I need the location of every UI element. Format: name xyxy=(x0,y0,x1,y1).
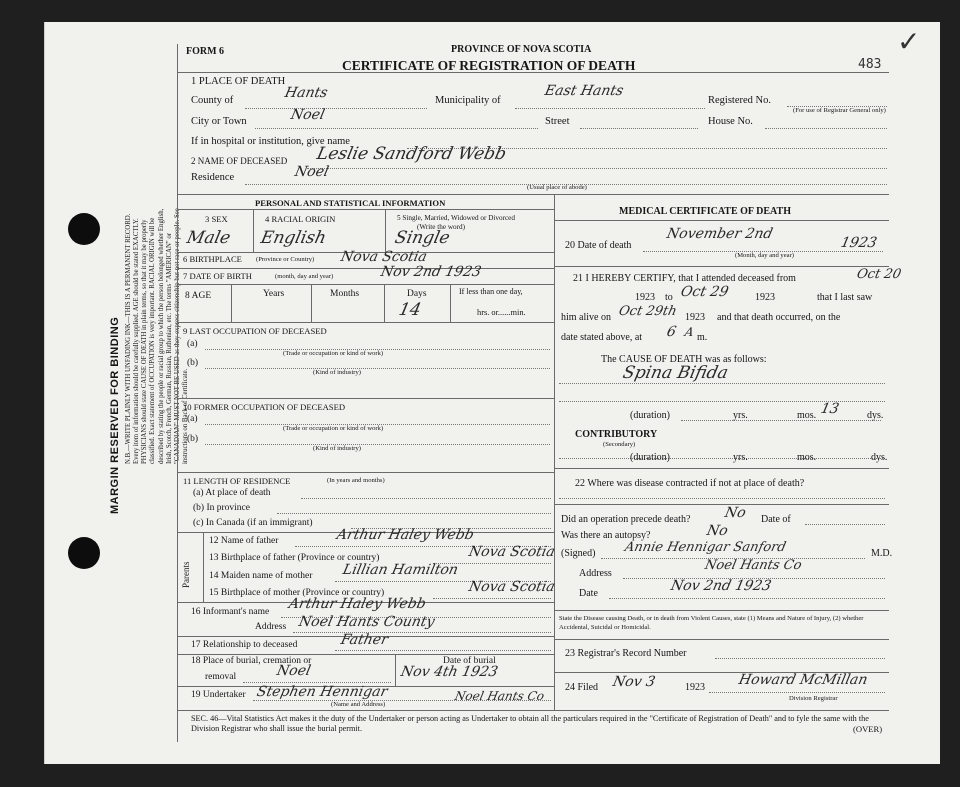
in-canada-label: (c) In Canada (if an immigrant) xyxy=(193,518,313,528)
street-label: Street xyxy=(545,116,570,127)
mother-birthplace-label: 15 Birthplace of mother (Province or country) xyxy=(209,588,385,598)
signed-value: Annie Hennigar Sanford xyxy=(623,540,788,555)
last-occupation-a-label: (a) xyxy=(187,339,198,349)
parents-divider xyxy=(203,532,204,602)
certificate-date-line xyxy=(609,598,885,599)
house-no-label: House No. xyxy=(708,116,753,127)
residence-length-heading: 11 LENGTH OF RESIDENCE xyxy=(183,476,291,486)
violent-causes-note: State the Disease causing Death, or in death from Violent Causes, state (1) Means and Nature of Injury, (2) whether Accidental, Suicidal or Homicidal. xyxy=(559,615,864,631)
city-line xyxy=(255,128,538,129)
last-occupation-trade-note: (Trade or occupation or kind of work) xyxy=(283,350,384,357)
former-occupation-b-line xyxy=(205,444,550,445)
division-registrar-signature: Howard McMillan xyxy=(737,672,870,688)
place-of-death-heading: 1 PLACE OF DEATH xyxy=(191,76,286,87)
date-of-death-value: November 2nd xyxy=(665,226,775,242)
father-birthplace-label: 13 Birthplace of father (Province or country) xyxy=(209,553,380,563)
undertaker-label: 19 Undertaker xyxy=(191,690,246,700)
operation-rule xyxy=(554,504,889,505)
to-label: to xyxy=(665,292,673,303)
relationship-line xyxy=(335,650,551,651)
header-rule xyxy=(177,72,889,73)
contracted-label: 22 Where was disease contracted if not at place of death? xyxy=(575,478,805,489)
dob-note: (month, day and year) xyxy=(275,273,334,280)
certificate-page xyxy=(44,22,940,764)
county-value: Hants xyxy=(283,85,330,101)
duration-label-2: (duration) xyxy=(630,452,670,463)
burial-date-label: Date of burial xyxy=(443,656,496,666)
footer-rule xyxy=(177,710,889,711)
undertaker-note: (Name and Address) xyxy=(331,701,386,708)
medical-heading-rule xyxy=(554,220,889,221)
date-of-death-label: 20 Date of death xyxy=(565,240,632,251)
months-label: Months xyxy=(330,289,360,299)
cause-label: The CAUSE OF DEATH was as follows: xyxy=(601,354,767,365)
alive-year: 1923 xyxy=(685,312,705,323)
residence-value: Noel xyxy=(293,164,331,180)
age-label: 8 AGE xyxy=(185,291,212,301)
duration-label-1: (duration) xyxy=(630,410,670,421)
form-left-border xyxy=(177,44,178,742)
deceased-name: Leslie Sandford Webb xyxy=(314,144,509,164)
former-occupation-rule xyxy=(177,398,554,399)
birthplace-label: 6 BIRTHPLACE xyxy=(183,254,242,264)
birthplace-value: Nova Scotia xyxy=(339,249,429,265)
days-divider xyxy=(450,284,451,322)
registration-number: 483 xyxy=(858,57,882,72)
province-title: PROVINCE OF NOVA SCOTIA xyxy=(451,44,592,55)
relationship-label: 17 Relationship to deceased xyxy=(191,640,298,650)
dob-value: Nov 2nd 1923 xyxy=(379,264,483,280)
burial-place-value: Noel xyxy=(275,663,313,679)
in-province-label: (b) In province xyxy=(193,503,250,513)
attended-to-value: Oct 29 xyxy=(679,284,730,300)
last-occupation-industry-note: (Kind of industry) xyxy=(313,369,361,376)
municipality-value: East Hants xyxy=(543,83,625,99)
personal-heading: PERSONAL AND STATISTICAL INFORMATION xyxy=(255,198,446,208)
father-birthplace-value: Nova Scotia xyxy=(467,544,557,560)
street-line xyxy=(580,128,698,129)
contributory-line xyxy=(559,458,885,459)
city-value: Noel xyxy=(289,107,327,123)
margin-instructions: N.B.—WRITE PLAINLY WITH UNFADING INK—THIS IS A PERMANENT RECORD. Every item of information should be carefully supplied. AGE should be stated EXACTLY. PHYSICIANS should state CAUSE OF DEATH in plain terms, so that it may be properly classified. Exact statement of OCCUPATION is very important. RACIAL ORIGIN will be described by stating the people or racial group to which the person belonged whether English, Irish, Scotch, French, German, Russian, Ruthenian, etc. The terms "AMERICAN" or "CANADIAN" MUST NOT BE USED as they express citizenship but not race or people. See instructions on Back of Certificate. xyxy=(125,208,190,464)
form-number: FORM 6 xyxy=(186,46,225,57)
former-occupation-b-label: (b) xyxy=(187,434,199,444)
sex-divider xyxy=(253,209,254,252)
record-number-label: 23 Registrar's Record Number xyxy=(565,648,687,659)
alive-label: him alive on xyxy=(561,312,611,323)
operation-value: No xyxy=(723,505,748,521)
binding-hole-top xyxy=(68,213,100,245)
record-number-line xyxy=(715,658,885,659)
in-province-line xyxy=(277,513,551,514)
dys-label-2: dys. xyxy=(871,452,888,463)
father-label: 12 Name of father xyxy=(209,536,279,546)
former-occupation-heading: 10 FORMER OCCUPATION OF DECEASED xyxy=(183,402,346,412)
mother-value: Lillian Hamilton xyxy=(341,562,460,578)
contributory-label: CONTRIBUTORY xyxy=(575,429,658,440)
burial-date-value: Nov 4th 1923 xyxy=(399,664,500,680)
physician-address-value: Noel Hants Co xyxy=(703,558,804,573)
medical-heading: MEDICAL CERTIFICATE OF DEATH xyxy=(619,206,791,217)
column-divider xyxy=(554,194,555,710)
hospital-label: If in hospital or institution, give name xyxy=(191,136,350,147)
certificate-date-value: Nov 2nd 1923 xyxy=(669,578,773,594)
cause-value: Spina Bifida xyxy=(620,363,730,383)
cause-line-1 xyxy=(559,383,885,384)
racial-label: 4 RACIAL ORIGIN xyxy=(265,214,336,224)
autopsy-label: Was there an autopsy? xyxy=(561,530,651,541)
former-occupation-industry-note: (Kind of industry) xyxy=(313,445,361,452)
filed-date-value: Nov 3 xyxy=(611,674,657,690)
mos-label-2: mos. xyxy=(797,452,817,463)
contracted-line-1 xyxy=(559,498,885,499)
removal-label: removal xyxy=(205,672,237,682)
municipality-label: Municipality of xyxy=(435,95,501,106)
former-occupation-trade-note: (Trade or occupation or kind of work) xyxy=(283,425,384,432)
abode-note: (Usual place of abode) xyxy=(527,184,587,191)
city-label: City or Town xyxy=(191,116,247,127)
residence-label: Residence xyxy=(191,172,235,183)
at-place-label: (a) At place of death xyxy=(193,488,271,498)
burial-divider xyxy=(395,654,396,686)
informant-label: 16 Informant's name xyxy=(191,607,270,617)
attended-to-year: 1923 xyxy=(755,292,775,303)
filed-year: 1923 xyxy=(685,682,705,693)
residence-length-rule xyxy=(177,472,554,473)
status-label: 5 Single, Married, Widowed or Divorced xyxy=(397,214,515,222)
age-rule xyxy=(177,284,554,285)
days-value: 14 xyxy=(396,300,423,320)
last-occupation-b-label: (b) xyxy=(187,358,199,368)
yrs-label-1: yrs. xyxy=(733,410,748,421)
burial-label: 18 Place of burial, cremation or xyxy=(191,656,312,666)
months-divider xyxy=(384,284,385,322)
death-hour-value: 6 xyxy=(665,324,678,340)
undertaker-value: Stephen Hennigar xyxy=(255,684,389,700)
parents-label: Parents xyxy=(181,561,191,588)
hrs-min-label: hrs. or......min. xyxy=(477,308,526,317)
informant-address-label: Address xyxy=(255,622,287,632)
county-label: County of xyxy=(191,95,234,106)
informant-address-value: Noel Hants County xyxy=(297,614,437,630)
date-of-death-note: (Month, day and year) xyxy=(735,252,794,259)
deceased-line xyxy=(307,168,887,169)
registrar-use-note: (For use of Registrar General only) xyxy=(793,107,886,114)
certify-label: 21 I HEREBY CERTIFY, that I attended deceased from xyxy=(573,273,796,284)
years-label: Years xyxy=(263,289,285,299)
mother-label: 14 Maiden name of mother xyxy=(209,571,313,581)
racial-divider xyxy=(385,209,386,252)
burial-line xyxy=(243,682,391,683)
county-line xyxy=(245,108,427,109)
physician-address-label: Address xyxy=(579,568,612,579)
certificate-title: CERTIFICATE OF REGISTRATION OF DEATH xyxy=(342,58,636,73)
sec46-note: SEC. 46—Vital Statistics Act makes it the duty of the Undertaker or person acting as Undertaker to obtain all the particulars required in the "Certificate of Registration of Death" and to fyle the same with the Division Registrar who shall issue the burial permit. xyxy=(191,714,869,734)
house-no-line xyxy=(765,128,887,129)
operation-date-line xyxy=(805,524,885,525)
date-of-death-year: 1923 xyxy=(839,235,879,251)
dys-label-1: dys. xyxy=(867,410,884,421)
dob-label: 7 DATE OF BIRTH xyxy=(183,271,252,281)
age-divider xyxy=(231,284,232,322)
death-meridiem-value: A xyxy=(683,325,696,339)
last-occupation-heading: 9 LAST OCCUPATION OF DECEASED xyxy=(183,326,327,336)
mos-label-1: mos. xyxy=(797,410,817,421)
mother-birthplace-line xyxy=(433,598,551,599)
last-occupation-b-line xyxy=(205,368,550,369)
record-rule xyxy=(554,639,889,640)
certify-rule xyxy=(554,266,889,267)
undertaker-address-value: Noel Hants Co xyxy=(453,689,546,703)
municipality-line xyxy=(515,108,705,109)
section-top-rule xyxy=(177,194,889,195)
alive-date-value: Oct 29th xyxy=(617,304,679,319)
duration-mos-value: 13 xyxy=(819,401,841,417)
certificate-date-label: Date xyxy=(579,588,598,599)
racial-value: English xyxy=(258,228,329,248)
former-occupation-a-label: (a) xyxy=(187,414,198,424)
date-stated-label: date stated above, at xyxy=(561,332,643,343)
registered-no-label: Registered No. xyxy=(708,95,771,106)
md-label: M.D. xyxy=(871,548,893,559)
operation-date-label: Date of xyxy=(761,514,791,525)
sex-label: 3 SEX xyxy=(205,214,228,224)
status-note: (Write the word) xyxy=(417,223,466,231)
filed-label: 24 Filed xyxy=(565,682,599,693)
meridiem-label: m. xyxy=(697,332,708,343)
burial-rule xyxy=(177,654,554,655)
occurred-label: and that death occurred, on the xyxy=(717,312,841,323)
informant-address-line xyxy=(293,632,551,633)
last-saw-label: that I last saw xyxy=(817,292,873,303)
filed-line xyxy=(709,692,885,693)
margin-caption: MARGIN RESERVED FOR BINDING xyxy=(109,316,121,514)
dob-rule xyxy=(177,268,554,269)
division-registrar-label: Division Registrar xyxy=(789,695,838,702)
attended-from-year: 1923 xyxy=(635,292,655,303)
relationship-value: Father xyxy=(339,632,390,648)
contracted-rule xyxy=(554,468,889,469)
deceased-label: 2 NAME OF DECEASED xyxy=(191,156,288,166)
sex-value: Male xyxy=(184,228,233,248)
years-divider xyxy=(311,284,312,322)
yrs-label-2: yrs. xyxy=(733,452,748,463)
at-place-line xyxy=(301,498,551,499)
duration-line-1 xyxy=(681,420,881,421)
over-label: (OVER) xyxy=(853,724,883,734)
secondary-note: (Secondary) xyxy=(603,441,636,448)
binding-hole-bottom xyxy=(68,537,100,569)
operation-label: Did an operation precede death? xyxy=(561,514,691,525)
birthplace-note: (Province or Country) xyxy=(256,256,315,263)
less-than-day-label: If less than one day, xyxy=(459,287,523,296)
days-label: Days xyxy=(407,289,427,299)
father-value: Arthur Haley Webb xyxy=(335,527,476,543)
personal-heading-rule xyxy=(177,209,554,210)
violent-rule xyxy=(554,610,889,611)
mother-birthplace-value: Nova Scotia xyxy=(467,579,557,595)
signed-label: (Signed) xyxy=(561,548,596,559)
status-value: Single xyxy=(392,228,452,248)
last-occupation-rule xyxy=(177,322,554,323)
autopsy-value: No xyxy=(705,523,730,539)
check-mark: ✓ xyxy=(897,25,921,58)
attended-from-value: Oct 20 xyxy=(855,267,903,282)
informant-value: Arthur Haley Webb xyxy=(287,596,428,612)
residence-length-note: (In years and months) xyxy=(327,477,385,484)
